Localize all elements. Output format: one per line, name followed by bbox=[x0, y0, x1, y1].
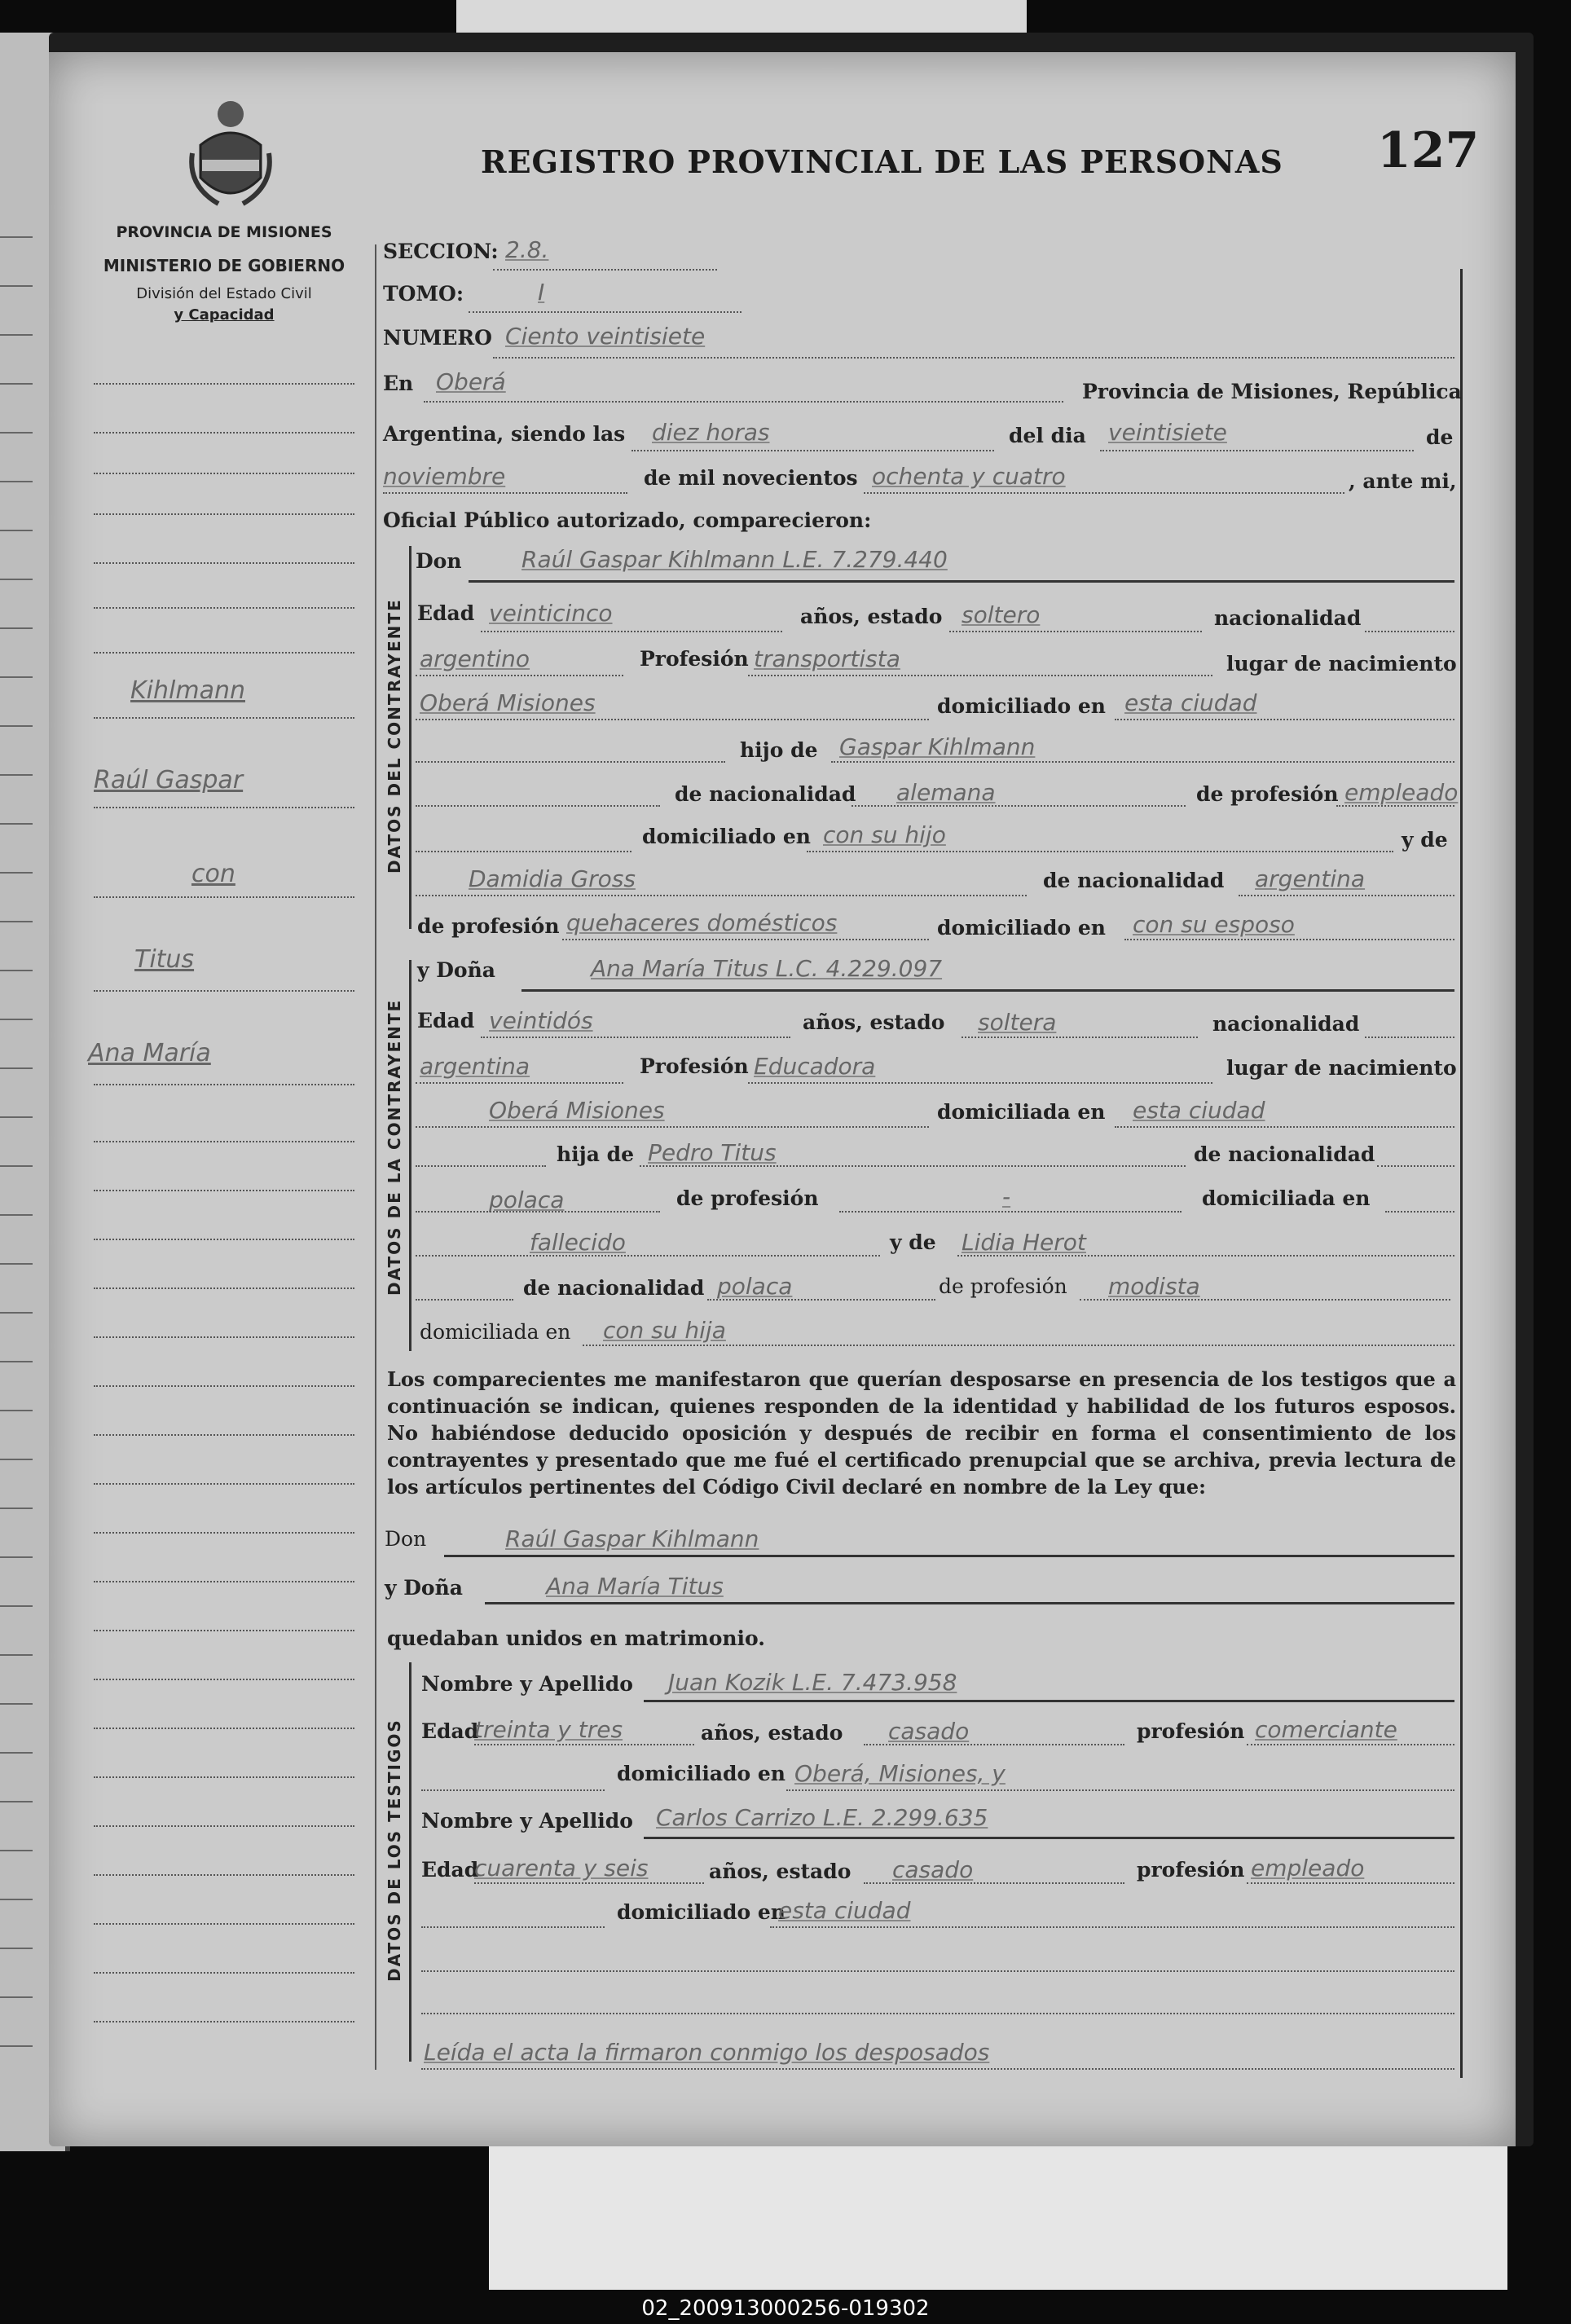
de-mil-label: de mil novecientos bbox=[644, 466, 858, 490]
c-lugar-label: lugar de nacimiento bbox=[1226, 652, 1457, 676]
f-de-nacionalidad-label: de nacionalidad bbox=[1194, 1142, 1375, 1166]
c-edad-label: Edad bbox=[417, 601, 475, 625]
f-domiciliada-label: domiciliada en bbox=[937, 1100, 1106, 1124]
don-value: Raúl Gaspar Kihlmann L.E. 7.279.440 bbox=[521, 546, 948, 573]
c-y-de-label: y de bbox=[1402, 828, 1448, 852]
argentina-text: Argentina, siendo las bbox=[383, 422, 626, 446]
margin-note-con: con bbox=[191, 860, 235, 888]
tomo-label: TOMO: bbox=[383, 282, 464, 306]
c-domiciliado-label2: domiciliado en bbox=[937, 916, 1106, 940]
t1-nombre-label: Nombre y Apellido bbox=[421, 1672, 633, 1696]
c-de-profesion-label-2: de profesión bbox=[417, 914, 560, 938]
ante-mi-label: , ante mi, bbox=[1349, 469, 1457, 493]
y-dona-label: y Doña bbox=[417, 958, 495, 982]
coat-of-arms-icon bbox=[186, 96, 275, 213]
hija-de-label: hija de bbox=[557, 1142, 635, 1166]
oficial-text: Oficial Público autorizado, comparecieron: bbox=[383, 508, 872, 532]
f-y-de-label: y de bbox=[890, 1230, 936, 1254]
contrayente-bracket bbox=[409, 546, 411, 929]
c-madre-prof-value: quehaceres domésticos bbox=[566, 909, 838, 936]
f-padre-dom-value: fallecido bbox=[530, 1229, 626, 1256]
c-nacionalidad-value: argentino bbox=[420, 645, 530, 672]
org-ministry: MINISTERIO DE GOBIERNO bbox=[103, 256, 345, 275]
hora-value: diez horas bbox=[652, 419, 770, 446]
org-capacity: y Capacidad bbox=[174, 306, 275, 324]
f-lugar-value: Oberá Misiones bbox=[489, 1097, 665, 1124]
seccion-label: SECCION: bbox=[383, 240, 499, 263]
c-anos-estado-label: años, estado bbox=[800, 605, 943, 628]
c-domicilio-value: esta ciudad bbox=[1124, 689, 1257, 716]
image-id-caption: 02_200913000256-019302 bbox=[641, 2296, 930, 2321]
f-madre-value: Lidia Herot bbox=[962, 1229, 1086, 1256]
t1-estado-value: casado bbox=[888, 1718, 970, 1745]
t1-profesion-value: comerciante bbox=[1255, 1716, 1397, 1743]
c-profesion-value: transportista bbox=[754, 645, 900, 672]
t1-edad-label: Edad bbox=[421, 1719, 479, 1743]
f-lugar-label: lugar de nacimiento bbox=[1226, 1056, 1457, 1080]
hijo-de-label: hijo de bbox=[740, 738, 818, 762]
f-edad-value: veintidós bbox=[489, 1007, 593, 1034]
page-number: 127 bbox=[1377, 122, 1480, 179]
f-domiciliada-label-2: domiciliada en bbox=[1202, 1186, 1371, 1210]
c-de-profesion-label: de profesión bbox=[1196, 782, 1339, 806]
decl-don-label: Don bbox=[385, 1527, 427, 1551]
t2-nombre-value: Carlos Carrizo L.E. 2.299.635 bbox=[656, 1804, 988, 1831]
c-estado-value: soltero bbox=[962, 601, 1041, 628]
anio-value: ochenta y cuatro bbox=[872, 463, 1066, 490]
c-profesion-label: Profesión bbox=[640, 647, 749, 671]
closing-text: Leída el acta la firmaron conmigo los desposados bbox=[424, 2039, 990, 2066]
en-label: En bbox=[383, 372, 414, 395]
f-anos-estado-label: años, estado bbox=[803, 1010, 945, 1034]
margin-note-titus: Titus bbox=[134, 945, 195, 974]
en-value: Oberá bbox=[436, 368, 506, 395]
f-madre-nac-value: polaca bbox=[717, 1273, 793, 1300]
decl-dona-label: y Doña bbox=[385, 1576, 463, 1600]
margin-divider bbox=[375, 244, 376, 2070]
c-nacionalidad-label: nacionalidad bbox=[1214, 606, 1362, 630]
c-de-nacionalidad-label: de nacionalidad bbox=[675, 782, 856, 806]
mes-value: noviembre bbox=[383, 463, 506, 490]
testigos-bracket bbox=[409, 1662, 411, 2062]
margin-note-surname: Kihlmann bbox=[130, 676, 245, 705]
f-padre-value: Pedro Titus bbox=[648, 1139, 777, 1166]
f-padre-nac-value: polaca bbox=[489, 1186, 565, 1213]
t2-domicilio-value: esta ciudad bbox=[778, 1897, 911, 1924]
numero-value: Ciento veintisiete bbox=[505, 323, 706, 350]
t1-domiciliado-label: domiciliado en bbox=[617, 1762, 786, 1785]
f-profesion-value: Educadora bbox=[754, 1053, 876, 1080]
f-nacionalidad-label: nacionalidad bbox=[1212, 1012, 1360, 1036]
decl-don-value: Raúl Gaspar Kihlmann bbox=[505, 1525, 759, 1552]
t1-domicilio-value: Oberá, Misiones, y bbox=[794, 1760, 1006, 1787]
declaration-paragraph: Los comparecientes me manifestaron que querían desposarse en presencia de los testigos que a continuación se indican, quienes responden de la identidad y habilidad de los futuros esposos. No habiéndose deducido oposición y después de recibir en forma el consentimiento de los contrayentes y presentado que me fué el certificado prenupcial que se archiva, previa lectura de los artículos pertinentes del Código Civil declaré en nombre de la Ley que: bbox=[387, 1367, 1456, 1499]
c-padre-prof-value: empleado bbox=[1344, 779, 1459, 806]
f-de-nacionalidad-label-2: de nacionalidad bbox=[523, 1276, 705, 1300]
f-madre-prof-value: modista bbox=[1108, 1273, 1200, 1300]
contrayenta-section-label: DATOS DE LA CONTRAYENTE bbox=[385, 998, 404, 1296]
t2-edad-label: Edad bbox=[421, 1858, 479, 1882]
t1-edad-value: treinta y tres bbox=[474, 1716, 623, 1743]
numero-label: NUMERO bbox=[383, 326, 492, 350]
decl-dona-value: Ana María Titus bbox=[546, 1573, 724, 1600]
provincia-text: Provincia de Misiones, República bbox=[1082, 380, 1462, 403]
contrayente-section-label: DATOS DEL CONTRAYENTE bbox=[385, 598, 404, 874]
tomo-value: I bbox=[538, 279, 545, 306]
contrayenta-bracket bbox=[409, 960, 411, 1351]
t2-edad-value: cuarenta y seis bbox=[474, 1855, 649, 1882]
c-domiciliado-label: domiciliado en bbox=[937, 694, 1106, 718]
c-lugar-value: Oberá Misiones bbox=[420, 689, 596, 716]
right-border-rule bbox=[1460, 269, 1463, 2078]
t2-profesion-label: profesión bbox=[1137, 1858, 1245, 1882]
org-division: División del Estado Civil bbox=[136, 285, 312, 302]
dia-value: veintisiete bbox=[1108, 419, 1227, 446]
c-edad-value: veinticinco bbox=[489, 600, 613, 627]
seccion-value: 2.8. bbox=[505, 236, 549, 263]
f-madre-dom-value: con su hija bbox=[603, 1317, 726, 1344]
t2-estado-value: casado bbox=[892, 1856, 974, 1883]
page-title: REGISTRO PROVINCIAL DE LAS PERSONAS bbox=[481, 143, 1283, 180]
f-edad-label: Edad bbox=[417, 1009, 475, 1032]
f-estado-value: soltera bbox=[978, 1009, 1057, 1036]
c-madre-dom-value: con su esposo bbox=[1133, 911, 1295, 938]
t1-profesion-label: profesión bbox=[1137, 1719, 1245, 1743]
de-label: de bbox=[1426, 425, 1454, 449]
c-padre-value: Gaspar Kihlmann bbox=[839, 733, 1036, 760]
t2-profesion-value: empleado bbox=[1251, 1855, 1365, 1882]
t2-domiciliado-label: domiciliado en bbox=[617, 1900, 786, 1924]
c-padre-dom-value: con su hijo bbox=[823, 821, 946, 848]
t2-nombre-label: Nombre y Apellido bbox=[421, 1809, 633, 1833]
dona-value: Ana María Titus L.C. 4.229.097 bbox=[591, 955, 943, 982]
quedaban-text: quedaban unidos en matrimonio. bbox=[387, 1626, 765, 1650]
f-de-profesion-label-2: de profesión bbox=[939, 1274, 1067, 1298]
c-de-nacionalidad-label-2: de nacionalidad bbox=[1043, 869, 1225, 892]
c-madre-value: Damidia Gross bbox=[469, 865, 636, 892]
t1-nombre-value: Juan Kozik L.E. 7.473.958 bbox=[668, 1669, 957, 1696]
t2-anos-estado-label: años, estado bbox=[709, 1860, 852, 1883]
margin-note-name: Raúl Gaspar bbox=[94, 766, 244, 794]
don-label: Don bbox=[416, 549, 462, 573]
f-de-profesion-label: de profesión bbox=[676, 1186, 819, 1210]
f-domiciliada-label-3: domiciliada en bbox=[420, 1320, 571, 1344]
del-dia-label: del dia bbox=[1009, 424, 1086, 447]
f-profesion-label: Profesión bbox=[640, 1054, 749, 1078]
org-province: PROVINCIA DE MISIONES bbox=[116, 223, 332, 241]
t1-anos-estado-label: años, estado bbox=[701, 1721, 843, 1745]
c-domiciliado-label-2: domiciliado en bbox=[642, 825, 811, 848]
margin-note-ana: Ana María bbox=[88, 1039, 211, 1067]
f-nacionalidad-value: argentina bbox=[420, 1053, 530, 1080]
testigos-section-label: DATOS DE LOS TESTIGOS bbox=[385, 1719, 404, 1982]
f-padre-prof-value: - bbox=[1002, 1183, 1011, 1210]
c-madre-nac-value: argentina bbox=[1255, 865, 1366, 892]
c-padre-nac-value: alemana bbox=[896, 779, 996, 806]
f-domicilio-value: esta ciudad bbox=[1133, 1097, 1265, 1124]
